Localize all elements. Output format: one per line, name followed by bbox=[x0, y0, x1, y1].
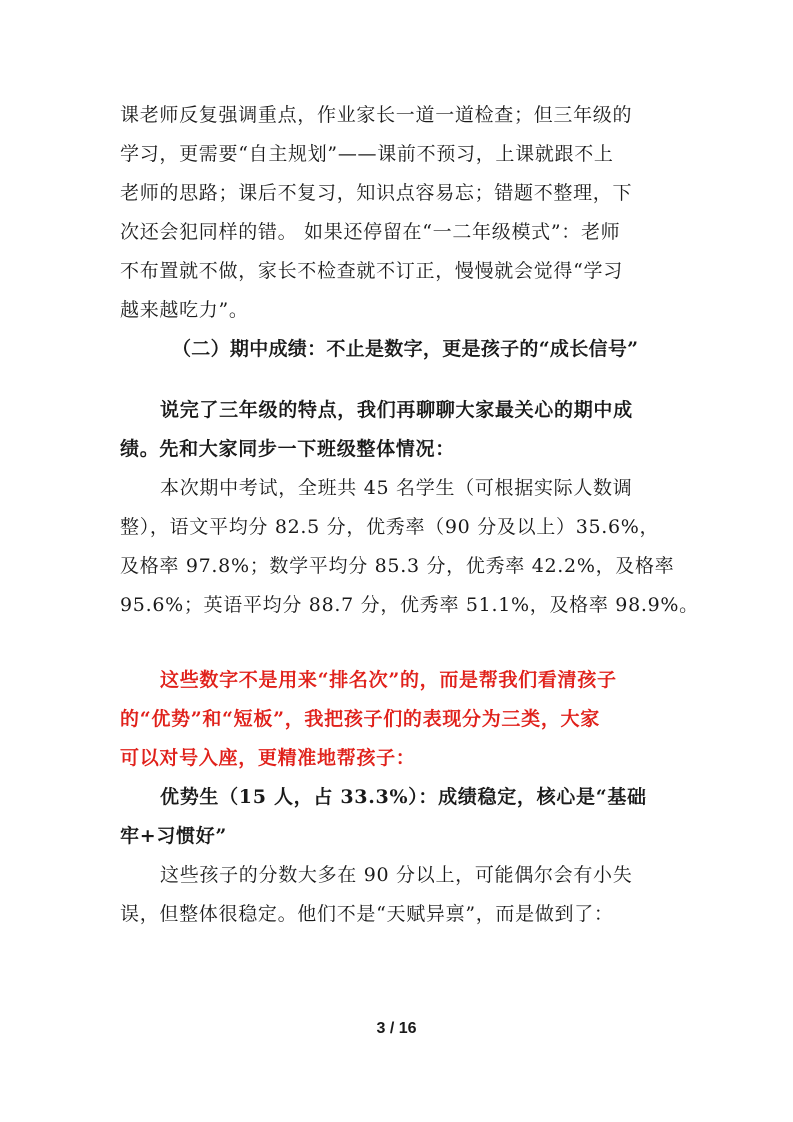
text-line: 越来越吃力”。 bbox=[120, 299, 249, 321]
spacer bbox=[120, 369, 673, 391]
text-line: 这些孩子的分数大多在 90 分以上，可能偶尔会有小失 bbox=[160, 864, 633, 886]
text-line: 优势生（15 人，占 33.3%）：成绩稳定，核心是“基础 bbox=[160, 786, 647, 808]
text-line: 学习，更需要“自主规划”——课前不预习，上课就跟不上 bbox=[120, 143, 614, 165]
paragraph-strong-students bbox=[120, 778, 673, 856]
text-line: 本次期中考试，全班共 45 名学生（可根据实际人数调 bbox=[160, 477, 633, 499]
page-number: 3 / 16 bbox=[376, 1020, 417, 1037]
text-line: 的“优势”和“短板”，我把孩子们的表现分为三类，大家 bbox=[120, 708, 600, 730]
text-line: 不布置就不做，家长不检查就不订正，慢慢就会觉得“学习 bbox=[120, 260, 623, 282]
paragraph-study-habits bbox=[120, 96, 673, 330]
page-content bbox=[120, 96, 699, 934]
text-line: 老师的思路；课后不复习，知识点容易忘；错题不整理，下 bbox=[120, 182, 633, 204]
paragraph-strong-students-desc bbox=[120, 856, 673, 934]
text-line: 95.6%；英语平均分 88.7 分，优秀率 51.1%，及格率 98.9%。 bbox=[120, 594, 699, 616]
text-line: 及格率 97.8%；数学平均分 85.3 分，优秀率 42.2%，及格率 bbox=[120, 555, 675, 577]
paragraph-highlight bbox=[120, 661, 673, 778]
text-line: 说完了三年级的特点，我们再聊聊大家最关心的期中成 bbox=[160, 399, 633, 421]
text-line: 牢+习惯好” bbox=[120, 825, 228, 847]
text-line: 绩。先和大家同步一下班级整体情况： bbox=[120, 438, 455, 460]
text-line: 课老师反复强调重点，作业家长一道一道检查；但三年级的 bbox=[120, 104, 633, 126]
text-line: 这些数字不是用来“排名次”的，而是帮我们看清孩子 bbox=[160, 669, 617, 691]
text-line: 整），语文平均分 82.5 分，优秀率（90 分及以上）35.6%， bbox=[120, 516, 660, 538]
spacer bbox=[120, 625, 673, 661]
text-line: 误，但整体很稳定。他们不是“天赋异禀”，而是做到了： bbox=[120, 903, 614, 925]
text-line: 可以对号入座，更精准地帮孩子： bbox=[120, 747, 416, 769]
text-line: 次还会犯同样的错。 如果还停留在“一二年级模式”：老师 bbox=[120, 221, 621, 243]
section-heading: （二）期中成绩：不止是数字，更是孩子的“成长信号” bbox=[172, 338, 639, 360]
paragraph-intro bbox=[120, 391, 673, 469]
paragraph-class-stats bbox=[120, 469, 699, 625]
